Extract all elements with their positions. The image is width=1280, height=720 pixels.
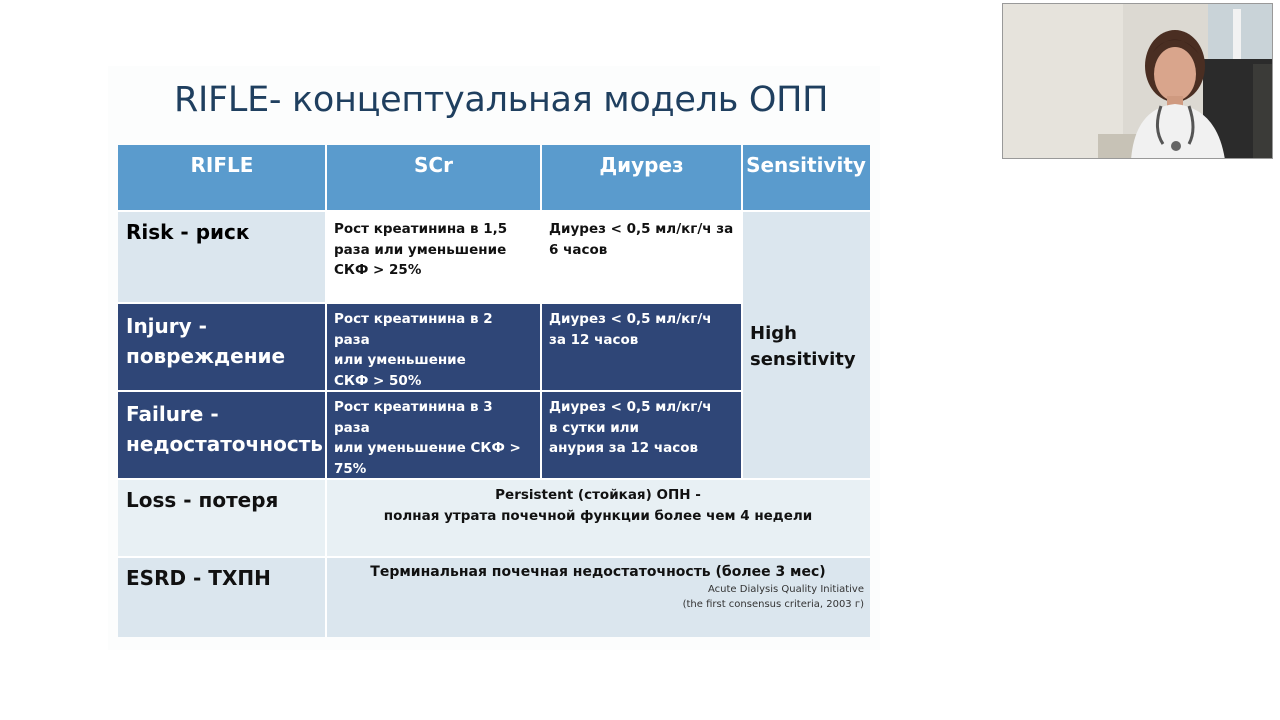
risk-scr-cell: Рост креатинина в 1,5 раза или уменьшение СКФ > 25% [326, 211, 541, 303]
grid-line [118, 210, 870, 212]
row-label-injury: Injury - повреждение [118, 303, 326, 391]
sensitivity-cell [742, 211, 870, 479]
sensitivity-text: High sensitivity [750, 323, 856, 370]
presenter-video-icon [1003, 4, 1273, 159]
grid-line [741, 145, 743, 479]
grid-line [118, 302, 742, 304]
loss-description: Persistent (стойкая) ОПН - полная утрата почечной функции более чем 4 недели [383, 487, 813, 524]
slide-title: RIFLE- концептуальная модель ОПП [174, 80, 829, 120]
grid-line [540, 145, 542, 479]
grid-line [118, 556, 870, 558]
row-label-failure: Failure - недостаточность [118, 391, 326, 479]
grid-line [118, 478, 870, 480]
row-label-loss: Loss - потеря [118, 479, 326, 557]
failure-scr-cell: Рост креатинина в 3 раза или уменьшение СКФ > 75% [326, 391, 541, 479]
header-scr: SCr [326, 145, 541, 211]
failure-diuresis-cell: Диурез < 0,5 мл/кг/ч в сутки или анурия за 12 часов [541, 391, 742, 479]
risk-diuresis-cell: Диурез < 0,5 мл/кг/ч за 6 часов [541, 211, 742, 303]
presenter-webcam [1002, 3, 1273, 159]
row-label-esrd: ESRD - ТХПН [118, 557, 326, 637]
row-label-risk: Risk - риск [118, 211, 326, 303]
loss-description-cell [326, 479, 870, 557]
header-sensitivity: Sensitivity [742, 145, 870, 211]
header-diuresis: Диурез [541, 145, 742, 211]
injury-scr-cell: Рост креатинина в 2 раза или уменьшение СКФ > 50% [326, 303, 541, 391]
grid-line [118, 390, 742, 392]
esrd-description: Терминальная почечная недостаточность (более 3 мес) [370, 564, 826, 580]
injury-diuresis-cell: Диурез < 0,5 мл/кг/ч за 12 часов [541, 303, 742, 391]
header-rifle: RIFLE [118, 145, 326, 211]
citation: Acute Dialysis Quality Initiative (the first consensus criteria, 2003 г) [682, 584, 864, 610]
